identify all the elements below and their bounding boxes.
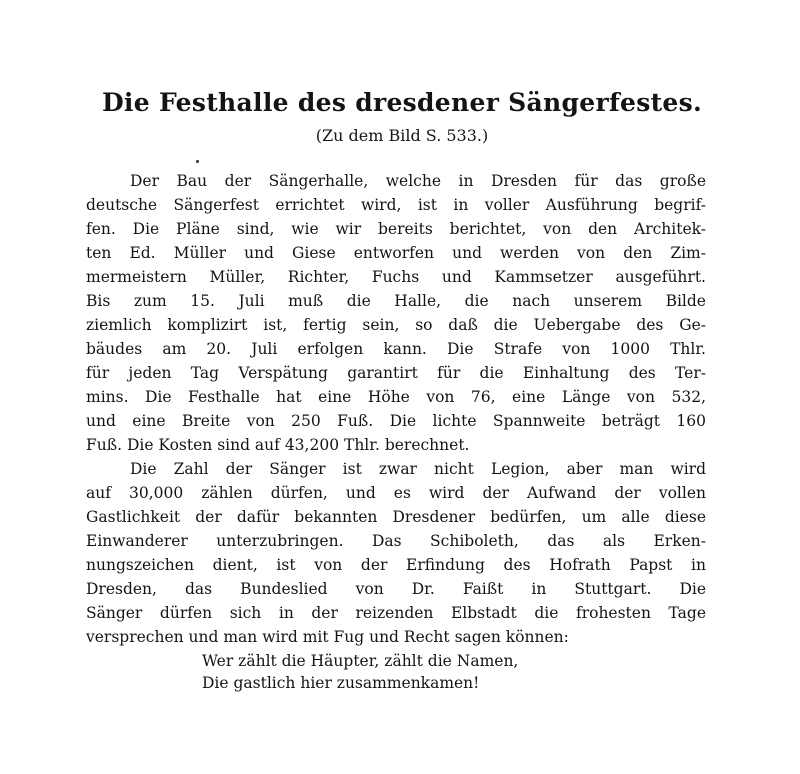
verse-line: Wer zählt die Häupter, zählt die Namen, [202, 652, 519, 670]
article-line: Gastlichkeit der dafür bekannten Dresdener bedürfen, um alle diese [86, 508, 706, 526]
article-line: nungszeichen dient, ist von der Erfindung des Hofrath Papst in [86, 556, 706, 574]
article-line: mins. Die Festhalle hat eine Höhe von 76, eine Länge von 532, [86, 388, 706, 406]
article-line: Bis zum 15. Juli muß die Halle, die nach unserem Bilde [86, 292, 706, 310]
article-line: bäudes am 20. Juli erfolgen kann. Die Strafe von 1000 Thlr. [86, 340, 706, 358]
article-line: Die Zahl der Sänger ist zwar nicht Legion, aber man wird [130, 460, 706, 478]
article-line: ten Ed. Müller und Giese entworfen und werden von den Zim- [86, 244, 706, 262]
newspaper-clipping [78, 72, 726, 692]
article-line: ziemlich komplizirt ist, fertig sein, so daß die Uebergabe des Ge- [86, 316, 706, 334]
print-speck [196, 160, 199, 163]
article-line: fen. Die Pläne sind, wie wir bereits berichtet, von den Architek- [86, 220, 706, 238]
article-subtitle: (Zu dem Bild S. 533.) [315, 126, 489, 145]
article-line: Der Bau der Sängerhalle, welche in Dresden für das große [130, 172, 706, 190]
article-line: mermeistern Müller, Richter, Fuchs und Kammsetzer ausgeführt. [86, 268, 706, 286]
verse-line: Die gastlich hier zusammenkamen! [202, 674, 480, 692]
article-line: Dresden, das Bundeslied von Dr. Faißt in Stuttgart. Die [86, 580, 706, 598]
article-line: Fuß. Die Kosten sind auf 43,200 Thlr. berechnet. [86, 436, 470, 454]
article-line: auf 30,000 zählen dürfen, und es wird der Aufwand der vollen [86, 484, 706, 502]
article-line: Einwanderer unterzubringen. Das Schiboleth, das als Erken- [86, 532, 706, 550]
article-line: für jeden Tag Verspätung garantirt für die Einhaltung des Ter- [86, 364, 706, 382]
article-title: Die Festhalle des dresdener Sängerfestes. [101, 88, 703, 117]
article-line: deutsche Sängerfest errichtet wird, ist in voller Ausführung begrif- [86, 196, 706, 214]
article-line: Sänger dürfen sich in der reizenden Elbstadt die frohesten Tage [86, 604, 706, 622]
article-line: und eine Breite von 250 Fuß. Die lichte Spannweite beträgt 160 [86, 412, 706, 430]
article-line: versprechen und man wird mit Fug und Recht sagen können: [86, 628, 569, 646]
